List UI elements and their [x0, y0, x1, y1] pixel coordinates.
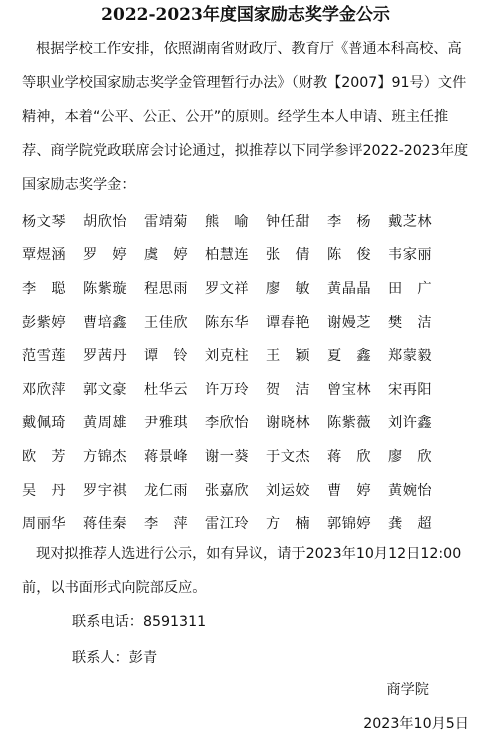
recipient-name: 彭紫婷 [22, 314, 67, 331]
recipient-name: 陈 俊 [327, 247, 372, 264]
recipient-name: 陈紫璇 [83, 280, 128, 297]
recipient-name: 许万玲 [205, 381, 250, 398]
recipient-name: 罗文祥 [205, 280, 250, 297]
intro-paragraph [22, 32, 474, 202]
recipient-name: 周丽华 [22, 516, 67, 533]
recipient-name: 王 颖 [266, 348, 311, 365]
recipient-name: 方锦杰 [83, 448, 128, 465]
recipient-name: 罗茜丹 [83, 348, 128, 365]
recipient-name: 龚 超 [388, 516, 433, 533]
recipient-name: 李 聪 [22, 280, 67, 297]
notice-text: 现对拟推荐人选进行公示，如有异议，请于2023年10月12日12:00前，以书面形式向院部反应。 [22, 546, 462, 596]
recipient-name: 龙仁雨 [144, 482, 189, 499]
recipient-name: 廖 敏 [266, 280, 311, 297]
recipient-name: 戴佩琦 [22, 415, 67, 432]
recipient-name: 谢一葵 [205, 448, 250, 465]
recipient-name: 黄周雄 [83, 415, 128, 432]
recipient-name: 黄婉怡 [388, 482, 433, 499]
recipient-name: 刘运姣 [266, 482, 311, 499]
name-row [22, 305, 474, 339]
issuing-organization: 商学院 [386, 682, 429, 698]
recipient-name: 胡欣怡 [83, 213, 128, 230]
recipient-name: 王佳欣 [144, 314, 189, 331]
recipient-name: 黄晶晶 [327, 280, 372, 297]
recipient-name: 罗 婷 [83, 247, 128, 264]
name-row [22, 372, 474, 406]
name-row [22, 473, 474, 507]
recipient-name: 蒋佳秦 [83, 516, 128, 533]
recipient-name: 蒋景峰 [144, 448, 189, 465]
recipient-name: 谭春艳 [266, 314, 311, 331]
recipient-name: 田 广 [388, 280, 433, 297]
name-row [22, 406, 474, 440]
recipient-name: 夏 鑫 [327, 348, 372, 365]
name-row [22, 439, 474, 473]
recipient-name: 廖 欣 [388, 448, 433, 465]
recipient-name: 李欣怡 [205, 415, 250, 432]
contact-person: 联系人：彭青 [72, 650, 158, 666]
recipient-name: 曹培鑫 [83, 314, 128, 331]
recipient-name: 刘许鑫 [388, 415, 433, 432]
recipient-name: 杜华云 [144, 381, 189, 398]
recipient-name-grid [22, 204, 474, 540]
recipient-name: 郑蒙毅 [388, 348, 433, 365]
notice-paragraph [22, 537, 474, 605]
recipient-name: 尹雅琪 [144, 415, 189, 432]
recipient-name: 柏慧连 [205, 247, 250, 264]
recipient-name: 杨文琴 [22, 213, 67, 230]
recipient-name: 覃煜涵 [22, 247, 67, 264]
issue-date: 2023年10月5日 [363, 716, 469, 732]
recipient-name: 曹 婷 [327, 482, 372, 499]
recipient-name: 谢嫚芝 [327, 314, 372, 331]
recipient-name: 谭 铃 [144, 348, 189, 365]
page-title: 2022-2023年度国家励志奖学金公示 [101, 5, 390, 25]
recipient-name: 陈紫薇 [327, 415, 372, 432]
name-row [22, 506, 474, 540]
recipient-name: 蒋 欣 [327, 448, 372, 465]
recipient-name: 张嘉欣 [205, 482, 250, 499]
recipient-name: 张 倩 [266, 247, 311, 264]
recipient-name: 李 萍 [144, 516, 189, 533]
recipient-name: 罗宇祺 [83, 482, 128, 499]
recipient-name: 陈东华 [205, 314, 250, 331]
recipient-name: 郭锦婷 [327, 516, 372, 533]
name-row [22, 338, 474, 372]
recipient-name: 熊 喻 [205, 213, 250, 230]
recipient-name: 曾宝林 [327, 381, 372, 398]
recipient-name: 贺 洁 [266, 381, 311, 398]
recipient-name: 戴芝林 [388, 213, 433, 230]
recipient-name: 李 杨 [327, 213, 372, 230]
recipient-name: 雷江玲 [205, 516, 250, 533]
recipient-name: 于文杰 [266, 448, 311, 465]
recipient-name: 樊 洁 [388, 314, 433, 331]
name-row [22, 204, 474, 238]
recipient-name: 刘克柱 [205, 348, 250, 365]
recipient-name: 雷靖菊 [144, 213, 189, 230]
recipient-name: 谢晓林 [266, 415, 311, 432]
recipient-name: 钟任甜 [266, 213, 311, 230]
recipient-name: 郭文豪 [83, 381, 128, 398]
recipient-name: 宋再阳 [388, 381, 433, 398]
recipient-name: 程思雨 [144, 280, 189, 297]
name-row [22, 271, 474, 305]
recipient-name: 欧 芳 [22, 448, 67, 465]
recipient-name: 方 楠 [266, 516, 311, 533]
recipient-name: 虞 婷 [144, 247, 189, 264]
intro-text: 根据学校工作安排，依照湖南省财政厅、教育厅《普通本科高校、高等职业学校国家励志奖学金管理暂行办法》（财教【2007】91号）文件精神，本着“公平、公正、公开”的原则。经学生本人申请、班主任推荐、商学院党政联席会讨论通过，拟推荐以下同学参评2022-2023年度国家励志奖学金： [22, 41, 469, 193]
recipient-name: 吴 丹 [22, 482, 67, 499]
contact-phone: 联系电话：8591311 [72, 614, 207, 630]
recipient-name: 韦家丽 [388, 247, 433, 264]
recipient-name: 邓欣萍 [22, 381, 67, 398]
recipient-name: 范雪莲 [22, 348, 67, 365]
name-row [22, 238, 474, 272]
